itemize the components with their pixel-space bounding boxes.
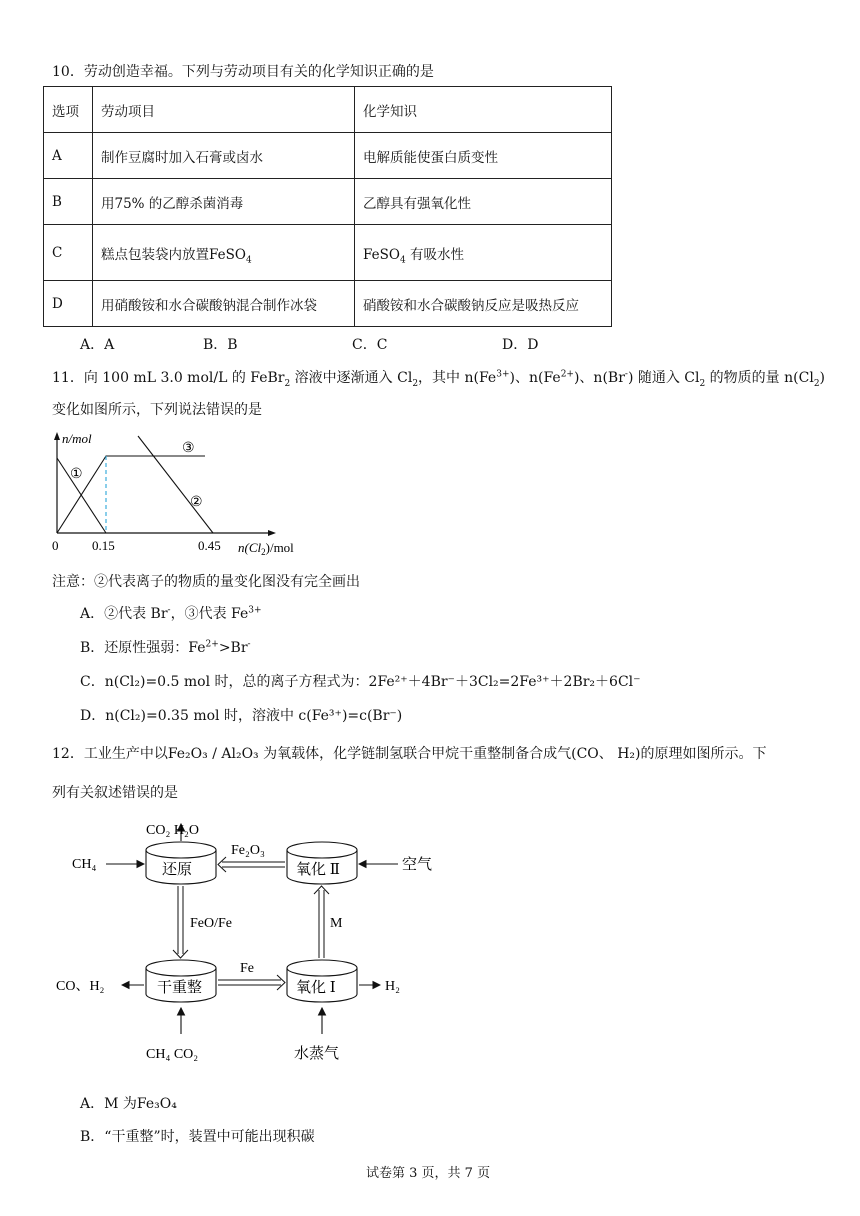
label-2: ② <box>190 495 203 510</box>
row-knowledge: 电解质能使蛋白质变性 <box>355 133 612 179</box>
q10-table <box>43 86 612 327</box>
q10-option-a[interactable]: A．A <box>80 337 115 353</box>
header-knowledge: 化学知识 <box>355 87 612 133</box>
fe2o3-label: Fe₂O₃ <box>231 843 265 858</box>
oxidation2-vessel <box>287 842 357 884</box>
origin-label: 0 <box>52 538 59 553</box>
q12-option-a[interactable]: A．M 为Fe₃O₄ <box>80 1096 177 1112</box>
header-task: 劳动项目 <box>93 87 355 133</box>
oxidation1-label: 氧化 Ⅰ <box>296 980 336 996</box>
feo-fe-label: FeO/Fe <box>190 916 232 931</box>
q12-stem-line2: 列有关叙述错误的是 <box>52 785 178 801</box>
table-row <box>44 133 612 179</box>
curve-2 <box>138 436 213 533</box>
q12-option-b[interactable]: B．“干重整”时，装置中可能出现积碳 <box>80 1129 315 1145</box>
y-axis-arrow <box>54 432 60 440</box>
table-row <box>44 225 612 281</box>
oxidation2-label: 氧化 Ⅱ <box>296 862 340 878</box>
q12-diagram <box>50 812 470 1077</box>
steam-label: 水蒸气 <box>294 1046 340 1062</box>
row-option: C <box>44 225 93 281</box>
bottom-input-label: CH₄ CO₂ <box>146 1047 199 1062</box>
page-footer: 试卷第 3 页，共 7 页 <box>366 1166 491 1181</box>
row-option: D <box>44 281 93 327</box>
y-axis-label: n/mol <box>62 431 92 446</box>
x-tick-015: 0.15 <box>92 538 115 553</box>
row-knowledge: 硝酸铵和水合碳酸钠反应是吸热反应 <box>355 281 612 327</box>
q11-graph <box>40 428 330 560</box>
q11-option-a[interactable]: A．②代表 Br-，③代表 $Fe^{3+}$ <box>80 605 262 622</box>
reduce-label: 还原 <box>162 862 193 878</box>
m-label: M <box>330 916 343 931</box>
x-axis-arrow <box>268 530 276 536</box>
row-task: 用硝酸铵和水合碳酸钠混合制作冰袋 <box>93 281 355 327</box>
row-task: 糕点包装袋内放置FeSO$_4$ <box>93 225 355 281</box>
q11-stem-line1: 11．向 100 mL 3.0 mol/L 的 FeBr$_2$ 溶液中逐渐通入 $Cl_2$，其中 $n(Fe^{3+})$、$n(Fe^{2+})$、n(Br-) 随通入 $Cl_2$ 的物质的量 $n(Cl_2)$ <box>52 369 826 389</box>
ch4-input-label: CH₄ <box>72 857 97 872</box>
reduce-vessel <box>146 842 216 884</box>
q10-option-d[interactable]: D．D <box>502 337 539 353</box>
table-header-row <box>44 87 612 133</box>
co-h2-output-label: CO、H₂ <box>56 979 105 994</box>
fe-label: Fe <box>240 961 254 976</box>
q12-stem-line1: 12．工业生产中以Fe₂O₃ / Al₂O₃ 为氧载体，化学链制氢联合甲烷干重整制备合成气(CO、 H₂)的原理如图所示。下 <box>52 746 767 762</box>
row-task: 制作豆腐时加入石膏或卤水 <box>93 133 355 179</box>
header-option: 选项 <box>44 87 93 133</box>
row-knowledge: 乙醇具有强氧化性 <box>355 179 612 225</box>
q11-option-b[interactable]: B．还原性强弱：$Fe^{2+}>Br^-$ <box>80 639 251 656</box>
oxidation1-vessel <box>287 960 357 1002</box>
q10-option-c[interactable]: C．C <box>352 337 388 353</box>
dry-reforming-vessel <box>146 960 216 1002</box>
label-3: ③ <box>182 441 195 456</box>
q10-stem: 10．劳动创造幸福。下列与劳动项目有关的化学知识正确的是 <box>52 64 434 80</box>
q11-option-d[interactable]: D．n(Cl₂)=0.35 mol 时，溶液中 c(Fe³⁺)=c(Br⁻) <box>80 708 403 724</box>
q10-option-b[interactable]: B．B <box>203 337 238 353</box>
row-option: A <box>44 133 93 179</box>
x-tick-045: 0.45 <box>198 538 221 553</box>
dry-reforming-label: 干重整 <box>157 980 203 996</box>
q11-option-c[interactable]: C．n(Cl₂)=0.5 mol 时，总的离子方程式为：2Fe²⁺＋4Br⁻＋3Cl₂=2Fe³⁺＋2Br₂＋6Cl⁻ <box>80 674 641 690</box>
air-label: 空气 <box>402 857 433 873</box>
table-row <box>44 281 612 327</box>
row-knowledge: FeSO$_4$ 有吸水性 <box>355 225 612 281</box>
q11-stem-line2: 变化如图所示，下列说法错误的是 <box>52 402 262 418</box>
h2-output-label: H₂ <box>385 979 400 994</box>
row-task: 用75% 的乙醇杀菌消毒 <box>93 179 355 225</box>
row-option: B <box>44 179 93 225</box>
top-output-label: CO₂ H₂O <box>146 823 199 838</box>
table-row <box>44 179 612 225</box>
q11-note: 注意：②代表离子的物质的量变化图没有完全画出 <box>52 574 360 590</box>
x-axis-label: $n(Cl_2)$/mol <box>238 540 294 557</box>
label-1: ① <box>70 467 83 482</box>
